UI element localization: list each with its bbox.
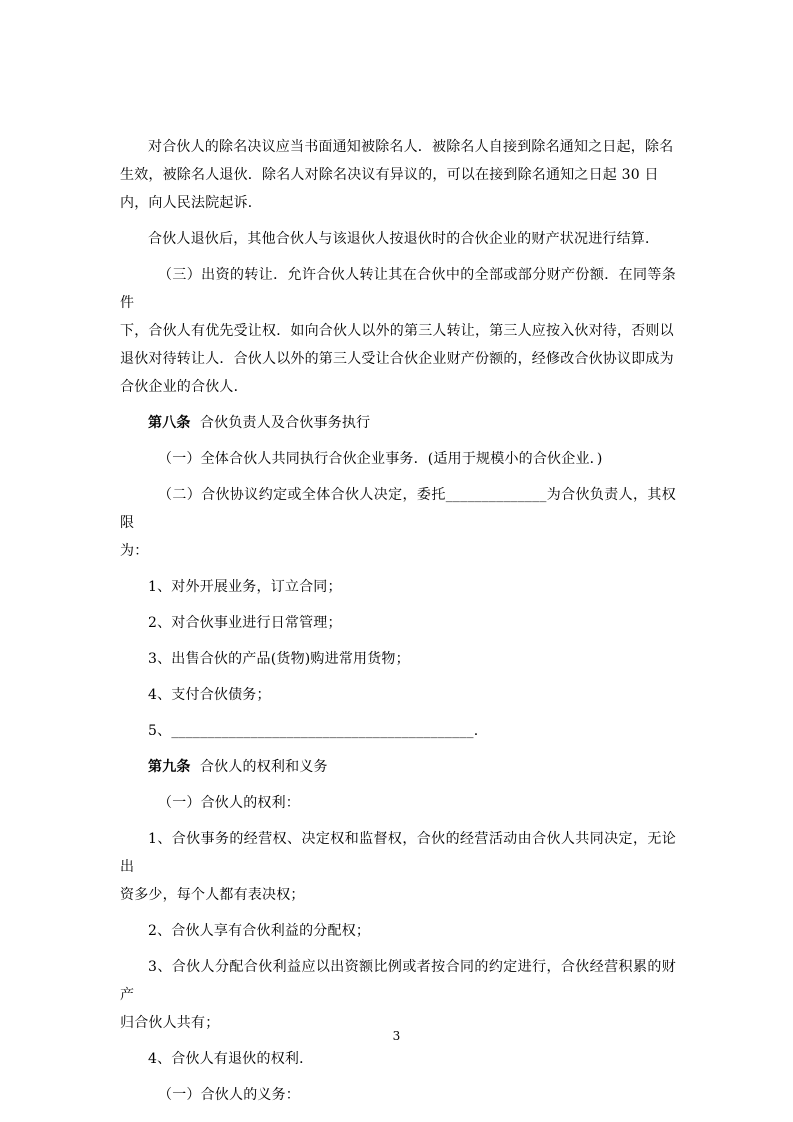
text-segment: 为合伙负责人，其权限 — [120, 487, 676, 531]
text-line: 退伙对待转让人．合伙人以外的第三人受让合伙企业财产份额的，经修改合伙协议即成为 — [120, 351, 674, 367]
list-item — [120, 609, 676, 637]
list-item — [120, 645, 676, 673]
article-number: 第九条 — [148, 759, 191, 775]
fill-in-blank: ______________ — [445, 487, 547, 503]
paragraph-rights-heading — [120, 789, 676, 817]
text-line: 为： — [120, 543, 149, 559]
text-line: 下，合伙人有优先受让权．如向合伙人以外的第三人转让，第三人应按入伙对待，否则以 — [120, 323, 674, 339]
text-segment: （二）合伙协议约定或全体合伙人决定，委托 — [158, 487, 446, 503]
text-line: 1、对外开展业务，订立合同； — [148, 579, 342, 595]
article-8-heading — [120, 409, 676, 437]
list-item — [120, 717, 676, 745]
fill-in-blank: __________________________________________ — [171, 723, 474, 739]
text-line: 2、对合伙事业进行日常管理； — [148, 615, 342, 631]
list-item — [120, 573, 676, 601]
text-line: （一）合伙人的义务： — [158, 1087, 300, 1103]
paragraph-obligations-heading — [120, 1081, 676, 1109]
article-number: 第八条 — [148, 415, 191, 431]
paragraph-withdrawal-settlement — [120, 225, 676, 253]
text-line: （一）全体合伙人共同执行合伙企业事务．(适用于规模小的合伙企业．) — [158, 451, 603, 467]
list-item — [120, 681, 676, 709]
text-line: （一）合伙人的权利： — [158, 795, 300, 811]
list-item — [120, 917, 676, 945]
document-body — [120, 133, 676, 1117]
paragraph-expulsion-notice — [120, 133, 676, 217]
text-segment: 5、 — [148, 723, 172, 739]
text-line: （三）出资的转让．允许合伙人转让其在合伙中的全部或部分财产份额．在同等条件 — [120, 267, 676, 311]
paragraph-joint-execution — [120, 445, 676, 473]
text-line: 对合伙人的除名决议应当书面通知被除名人．被除名人自接到除名通知之日起，除名 — [148, 139, 674, 155]
paragraph-capital-transfer — [120, 261, 676, 401]
text-line: 1、合伙事务的经营权、决定权和监督权，合伙的经营活动由合伙人共同决定，无论出 — [120, 831, 676, 875]
paragraph-delegation — [120, 481, 676, 565]
text-line: 生效，被除名人退伙．除名人对除名决议有异议的，可以在接到除名通知之日起 30 日 — [120, 167, 659, 183]
text-line: 合伙企业的合伙人． — [120, 379, 248, 395]
article-title: 合伙人的权利和义务 — [199, 759, 328, 775]
list-item — [120, 1045, 676, 1073]
text-line: 2、合伙人享有合伙利益的分配权； — [148, 923, 371, 939]
list-item — [120, 953, 676, 1037]
list-item — [120, 825, 676, 909]
text-line: 4、支付合伙债务； — [148, 687, 271, 703]
text-line: 内，向人民法院起诉． — [120, 195, 262, 211]
text-line: 3、出售合伙的产品(货物)购进常用货物； — [148, 651, 410, 667]
text-line: 归合伙人共有； — [120, 1015, 220, 1031]
text-segment: . — [473, 723, 479, 739]
text-line: 4、合伙人有退伙的权利． — [148, 1051, 314, 1067]
text-line: 资多少，每个人都有表决权； — [120, 887, 305, 903]
article-9-heading — [120, 753, 676, 781]
page-number: 3 — [392, 1029, 401, 1043]
text-line: 合伙人退伙后，其他合伙人与该退伙人按退伙时的合伙企业的财产状况进行结算． — [148, 231, 660, 247]
text-line: 3、合伙人分配合伙利益应以出资额比例或者按合同的约定进行，合伙经营积累的财产 — [120, 959, 676, 1003]
article-title: 合伙负责人及合伙事务执行 — [199, 415, 371, 431]
